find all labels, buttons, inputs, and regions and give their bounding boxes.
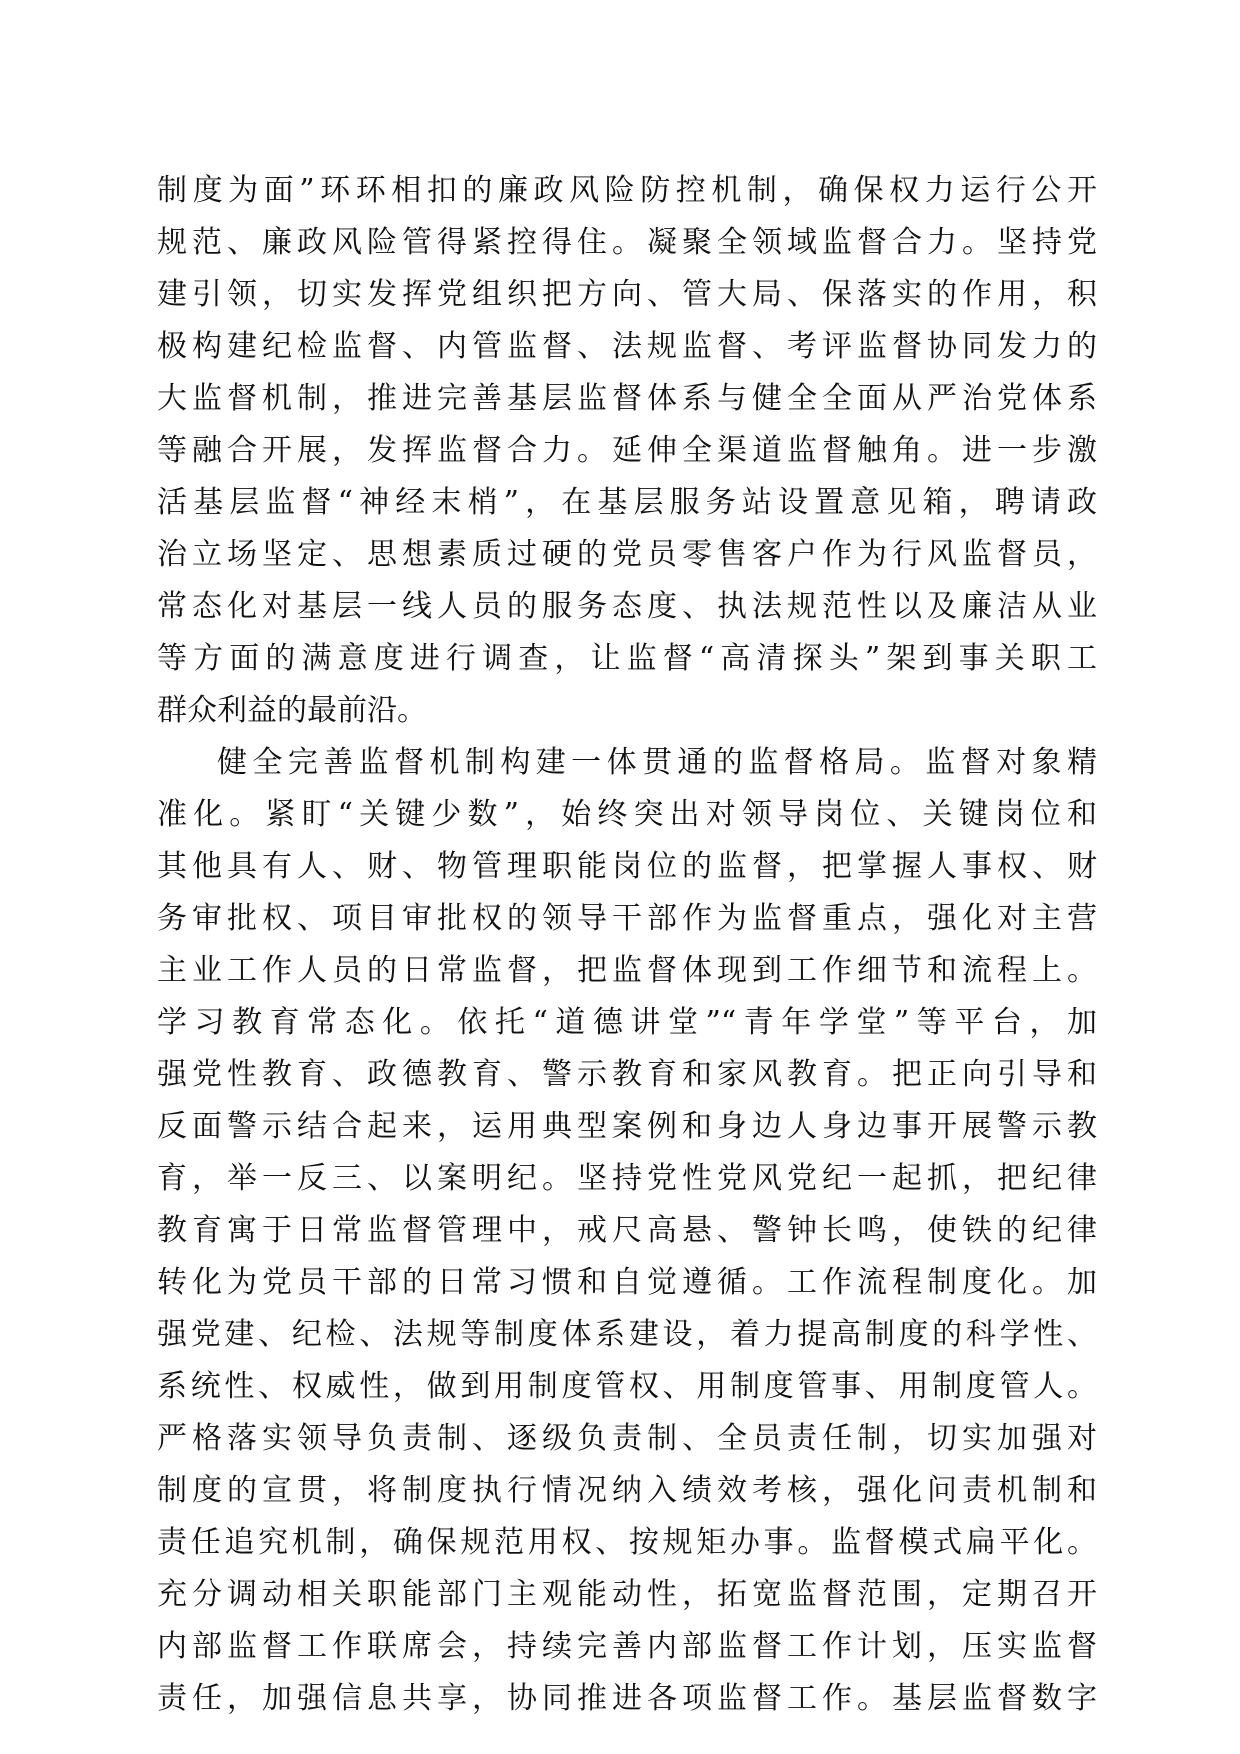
text-line: 常态化对基层一线人员的服务态度、执法规范性以及廉洁从业 (157, 589, 1097, 624)
text-line: 内部监督工作联席会，持续完善内部监督工作计划，压实监督 (157, 1629, 1097, 1664)
text-line: 充分调动相关职能部门主观能动性，拓宽监督范围，定期召开 (157, 1577, 1097, 1612)
paragraph-start-line: 健全完善监督机制构建一体贯通的监督格局。监督对象精 (217, 745, 1097, 780)
text-line: 大监督机制，推进完善基层监督体系与健全全面从严治党体系 (157, 381, 1097, 416)
text-line: 教育寓于日常监督管理中，戒尺高悬、警钟长鸣，使铁的纪律 (157, 1213, 1097, 1248)
text-line: 责任追究机制，确保规范用权、按规矩办事。监督模式扁平化。 (157, 1525, 1097, 1560)
text-line: 育，举一反三、以案明纪。坚持党性党风党纪一起抓，把纪律 (157, 1161, 1097, 1196)
text-line: 规范、廉政风险管得紧控得住。凝聚全领域监督合力。坚持党 (157, 225, 1097, 260)
text-line: 活基层监督“神经末梢”，在基层服务站设置意见箱，聘请政 (157, 485, 1097, 520)
text-line: 其他具有人、财、物管理职能岗位的监督，把掌握人事权、财 (157, 849, 1097, 884)
text-line: 制度的宣贯，将制度执行情况纳入绩效考核，强化问责机制和 (157, 1473, 1097, 1508)
text-line: 建引领，切实发挥党组织把方向、管大局、保落实的作用，积 (157, 277, 1097, 312)
text-line: 强党建、纪检、法规等制度体系建设，着力提高制度的科学性、 (157, 1317, 1097, 1352)
text-line: 等方面的满意度进行调查，让监督“高清探头”架到事关职工 (157, 641, 1097, 676)
body-text (157, 165, 1097, 1725)
text-line: 务审批权、项目审批权的领导干部作为监督重点，强化对主营 (157, 901, 1097, 936)
text-line: 制度为面”环环相扣的廉政风险防控机制，确保权力运行公开 (157, 173, 1097, 208)
text-line: 严格落实领导负责制、逐级负责制、全员责任制，切实加强对 (157, 1421, 1097, 1456)
text-line: 准化。紧盯“关键少数”，始终突出对领导岗位、关键岗位和 (157, 797, 1097, 832)
text-line: 反面警示结合起来，运用典型案例和身边人身边事开展警示教 (157, 1109, 1097, 1144)
text-line: 责任，加强信息共享，协同推进各项监督工作。基层监督数字 (157, 1681, 1097, 1716)
text-line: 转化为党员干部的日常习惯和自觉遵循。工作流程制度化。加 (157, 1265, 1097, 1300)
text-line: 群众利益的最前沿。 (157, 693, 427, 728)
text-line: 主业工作人员的日常监督，把监督体现到工作细节和流程上。 (157, 953, 1097, 988)
text-line: 强党性教育、政德教育、警示教育和家风教育。把正向引导和 (157, 1057, 1097, 1092)
text-line: 等融合开展，发挥监督合力。延伸全渠道监督触角。进一步激 (157, 433, 1097, 468)
text-line: 极构建纪检监督、内管监督、法规监督、考评监督协同发力的 (157, 329, 1097, 364)
text-line: 学习教育常态化。依托“道德讲堂”“青年学堂”等平台，加 (157, 1005, 1097, 1040)
text-line: 治立场坚定、思想素质过硬的党员零售客户作为行风监督员， (157, 537, 1097, 572)
text-line: 系统性、权威性，做到用制度管权、用制度管事、用制度管人。 (157, 1369, 1097, 1404)
